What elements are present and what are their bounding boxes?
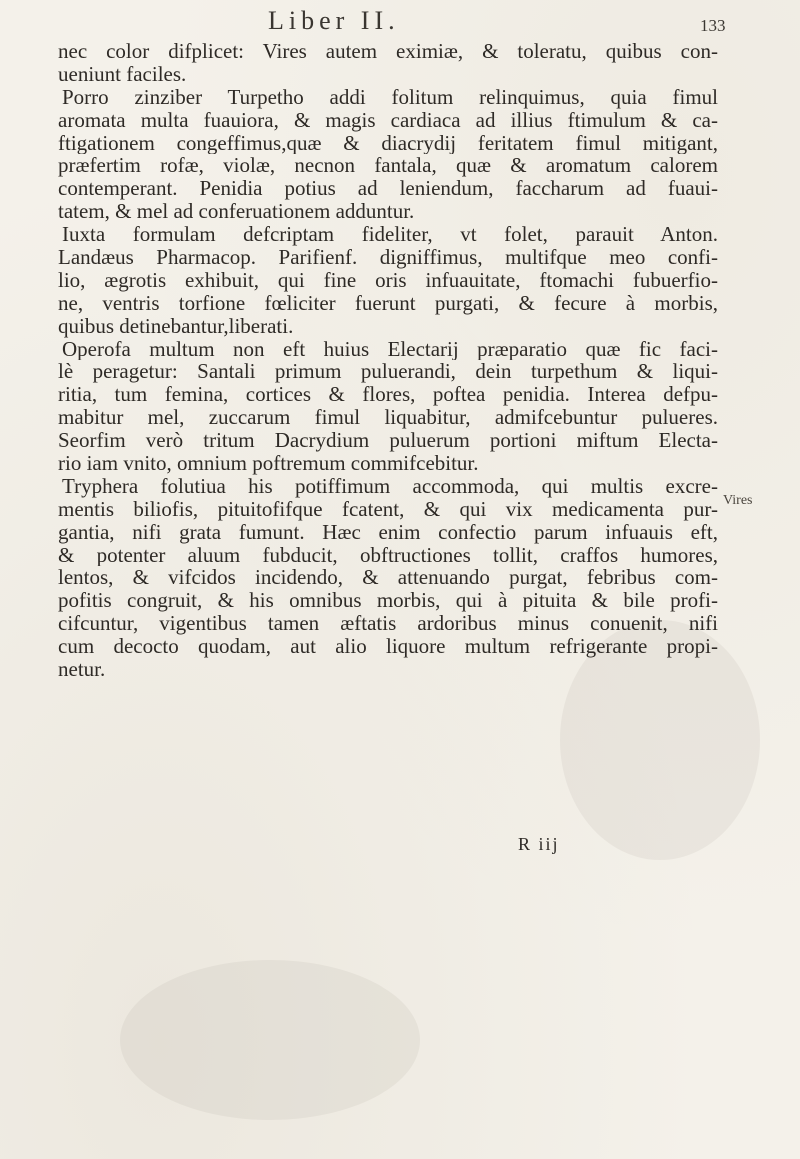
- text-line: & potenter aluum fubducit, obftructiones tollit, craffos humores,: [58, 543, 718, 567]
- text-line: tatem, & mel ad conferuationem adduntur.: [58, 200, 415, 224]
- text-line: Iuxta formulam defcriptam fideliter, vt folet, parauit Anton.: [62, 223, 718, 247]
- text-line: Porro zinziber Turpetho addi folitum relinquimus, quia fimul: [62, 85, 718, 109]
- body-text: [58, 40, 718, 681]
- text-line: lentos, & vifcidos incidendo, & attenuando purgat, febribus com-: [58, 566, 718, 590]
- text-line: Operofa multum non eft huius Electarij præparatio quæ fic faci-: [62, 337, 718, 361]
- text-line: rio iam vnito, omnium poftremum commifcebitur.: [58, 452, 479, 475]
- text-line: lio, ægrotis exhibuit, qui fine oris infuauitate, ftomachi fubuerfio-: [58, 268, 718, 292]
- text-line: Landæus Pharmacop. Parifienf. digniffimus, multifque meo confi-: [58, 246, 718, 269]
- running-head: [0, 6, 800, 40]
- text-line: gantia, nifi grata fumunt. Hæc enim confectio parum infuauis eft,: [58, 520, 718, 544]
- text-line: cifcuntur, vigentibus tamen æftatis ardoribus minus conuenit, nifi: [58, 612, 718, 636]
- text-line: netur.: [58, 658, 106, 681]
- text-line: mentis biliofis, pituitofifque fcatent, & qui vix medicamenta pur-: [58, 497, 718, 521]
- text-line: mabitur mel, zuccarum fimul liquabitur, admifcebuntur pulueres.: [58, 406, 718, 430]
- text-line: nec color difplicet: Vires autem eximiæ, & toleratu, quibus con-: [58, 40, 718, 63]
- text-line: aromata multa fuauiora, & magis cardiaca ad illius ftimulum & ca-: [58, 108, 718, 132]
- margin-catchword: Vires: [723, 493, 753, 508]
- text-line: quibus detinebantur,liberati.: [58, 314, 294, 338]
- text-line: lè peragetur: Santali primum puluerandi, dein turpethum & liqui-: [58, 360, 718, 384]
- text-line: præfertim rofæ, violæ, necnon fantala, quæ & aromatum calorem: [58, 154, 718, 178]
- text-line: pofitis congruit, & his omnibus morbis, qui à pituita & bile profi-: [58, 589, 718, 613]
- running-title: Liber II.: [268, 6, 400, 35]
- text-line: ftigationem congeffimus,quæ & diacrydij feritatem fimul mitigant,: [58, 131, 718, 155]
- text-line: ne, ventris torfione fœliciter fuerunt purgati, & fecure à morbis,: [58, 291, 718, 315]
- signature-mark: R iij: [518, 834, 560, 854]
- page-number: 133: [700, 16, 726, 35]
- text-line: Seorfim verò tritum Dacrydium puluerum portioni miftum Electa-: [58, 429, 718, 453]
- text-line: Tryphera folutiua his potiffimum accommoda, qui multis excre-: [62, 474, 718, 498]
- text-line: cum decocto quodam, aut alio liquore multum refrigerante propi-: [58, 635, 718, 659]
- paper-stain: [120, 960, 420, 1120]
- text-line: ueniunt faciles.: [58, 62, 187, 86]
- text-line: ritia, tum femina, cortices & flores, poftea penidia. Interea defpu-: [58, 383, 718, 407]
- text-line: contemperant. Penidia potius ad leniendum, faccharum ad fuaui-: [58, 177, 718, 201]
